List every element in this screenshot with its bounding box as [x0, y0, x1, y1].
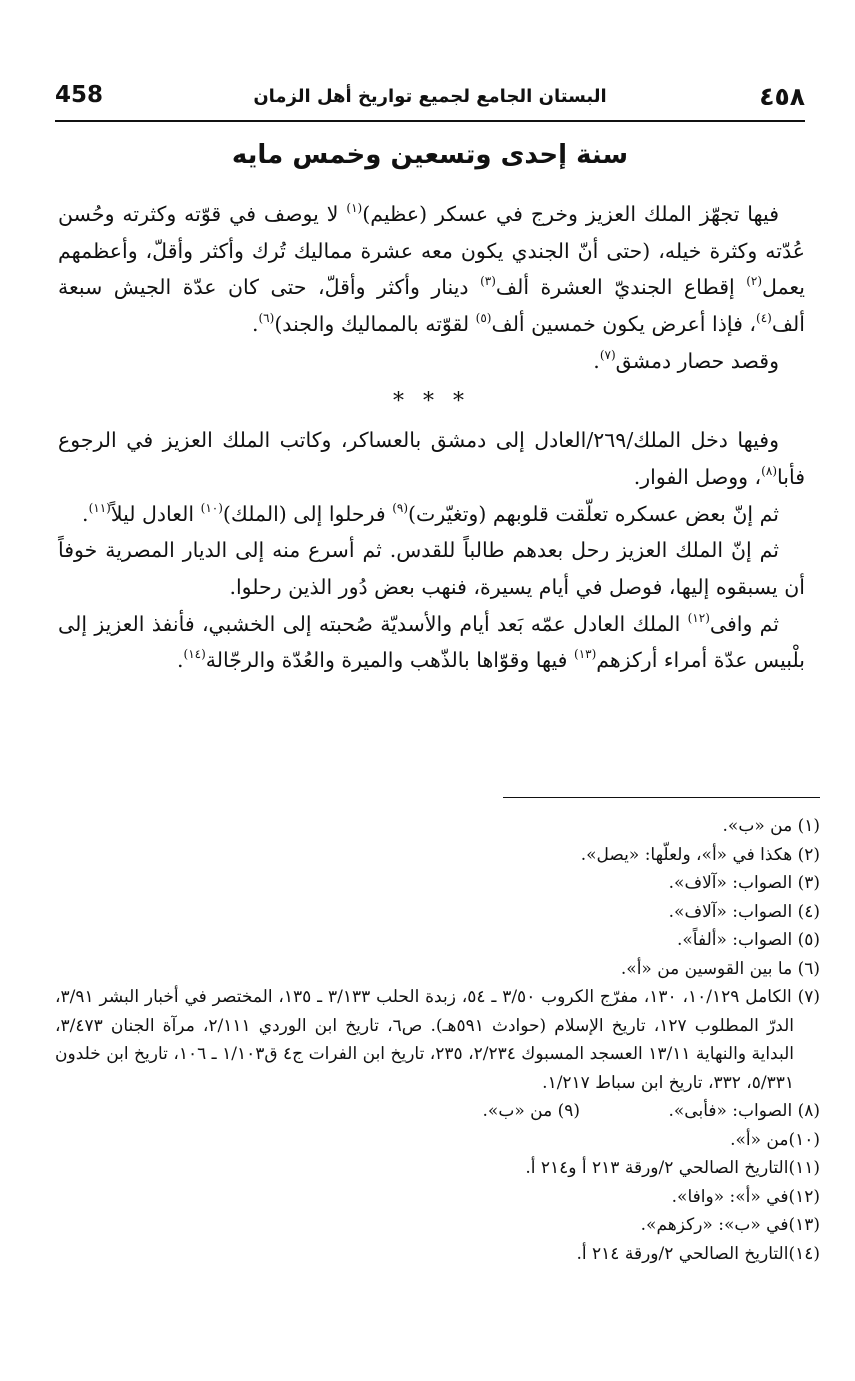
- paragraph-2: وقصد حصار دمشق$^{(٧)}$.: [593, 347, 779, 373]
- footnote-ref: (١٣): [574, 647, 597, 662]
- footnote-3: (٣) الصواب: «آلاف».: [668, 873, 820, 893]
- footnote-ref: (٣): [480, 274, 496, 289]
- paragraph-4: ثم إنّ بعض عسكره تعلّقت قلوبهم (وتغيّرت)$^{(٩)}$ فرحلوا إلى (الملك)$^{(١٠)}$ العادل ليلاً$^{(١١)}$.: [82, 500, 779, 526]
- footnote-ref: (٩): [392, 500, 409, 515]
- footnote-rule: [503, 797, 820, 798]
- footnote-11: (١١)التاريخ الصالحي ٢/ورقة ٢١٣ أ و٢١٤ أ.: [525, 1158, 820, 1178]
- paragraph-3: وفيها دخل الملك/٢٦٩/العادل إلى دمشق بالعساكر، وكاتب الملك العزيز في الرجوع فأبا$^{(٨)}$، ووصل الفوار.: [58, 428, 805, 489]
- footnote-9: (٩) من «ب».: [482, 1101, 580, 1121]
- footnote-4: (٤) الصواب: «آلاف».: [668, 901, 820, 922]
- footnote-8: (٨) الصواب: «فأبى».: [668, 1101, 820, 1121]
- paragraph-5: ثم إنّ الملك العزيز رحل بعدهم طالباً للقدس. ثم أسرع منه إلى الديار المصرية خوفاً أن يسبقوه إليها، فوصل في أيام يسيرة، فنهب بعض دُور الذين رحلوا.: [58, 538, 805, 600]
- footnote-row-8-9: [55, 1097, 820, 1126]
- footnote-ref: (٨): [761, 463, 777, 478]
- header-rule: [55, 120, 805, 122]
- running-title: البستان الجامع لجميع تواريخ أهل الزمان: [253, 86, 607, 107]
- footnote-13: (١٣)في «ب»: «ركزهم».: [640, 1215, 820, 1235]
- footnote-ref: (٤): [756, 311, 772, 326]
- paragraph-1: فيها تجهّز الملك العزيز وخرج في عسكر (عظيم)$^{(١)}$ لا يوصف في قوّته وكثرته وحُسن عُدّته وكثرة خيله، (حتى أنّ الجندي يكون معه عشرة مماليك تُرك وأكثر وأقلّ، وأعظمهم يعمل$^{(٢)}$ إقطاع الجنديّ العشرة ألف$^{(٣)}$ دينار وأكثر وأقلّ، حتى كان عدّة الجيش سبعة ألف$^{(٤)}$، فإذا أعرض يكون خمسين ألف$^{(٥)}$ لقوّته بالمماليك والجند)$^{(٦)}$.: [58, 201, 806, 337]
- footnote-ref: (١): [346, 201, 363, 215]
- footnote-ref: (٦): [258, 311, 275, 326]
- footnote-1: (١) من «ب».: [722, 816, 820, 836]
- page-number-arabic: ٤٥٨: [759, 82, 805, 111]
- main-text: [58, 196, 805, 679]
- footnote-10: (١٠)من «أ».: [730, 1129, 820, 1150]
- footnote-ref: (٢): [746, 274, 763, 289]
- footnote-5: (٥) الصواب: «ألفاً».: [677, 930, 820, 950]
- paragraph-6: ثم وافى$^{(١٢)}$ الملك العادل عمّه بَعد أيام والأسديّة صُحبته إلى الخشبي، فأنفذ العزيز إلى بلْبيس عدّة أمراء أركزهم$^{(١٣)}$ فيها وقوّاها بالذّهب والميرة والعُدّة والرجّالة$^{(١٤)}$.: [58, 610, 805, 673]
- page-number-latin: 458: [55, 82, 104, 108]
- footnote-2: (٢) هكذا في «أ»، ولعلّها: «يصل».: [580, 844, 820, 865]
- footnote-ref: (١٠): [200, 500, 223, 515]
- footnote-6: (٦) ما بين القوسين من «أ».: [620, 958, 820, 979]
- footnote-ref: (٥): [475, 311, 492, 326]
- page-header: [55, 82, 805, 116]
- footnote-ref: (١٢): [687, 610, 710, 625]
- section-title: سنة إحدى وتسعين وخمس مايه: [231, 140, 629, 170]
- footnote-ref: (٧): [599, 347, 616, 362]
- footnote-ref: (١٤): [183, 647, 206, 662]
- footnote-14: (١٤)التاريخ الصالحي ٢/ورقة ٢١٤ أ.: [576, 1243, 820, 1264]
- footnote-12: (١٢)في «أ»: «وافا».: [671, 1186, 820, 1207]
- footnote-ref: (١١): [88, 500, 111, 515]
- footnote-7: (٧) الكامل ١٠/١٢٩، ١٣٠، مفرّج الكروب ٣/٥٠ ـ ٥٤، زبدة الحلب ٣/١٣٣ ـ ١٣٥، المختصر في أخبار البشر ٣/٩١، الدرّ المطلوب ١٢٧، تاريخ الإسلام (حوادث ٥٩١هـ). ص٦، تاريخ ابن الوردي ٢/١١١، مرآة الجنان ٣/٤٧٣، البداية والنهاية ١٣/١١ العسجد المسبوك ٢/٢٣٤، ٢٣٥، تاريخ ابن الفرات ج٤ ق١/١٠٣ ـ ١٠٦، تاريخ ابن خلدون ٥/٣٣١، ٣٣٢، تاريخ ابن سباط ١/٢١٧.: [55, 987, 820, 1093]
- section-separator: * * *: [393, 388, 470, 414]
- footnotes: [55, 812, 820, 1268]
